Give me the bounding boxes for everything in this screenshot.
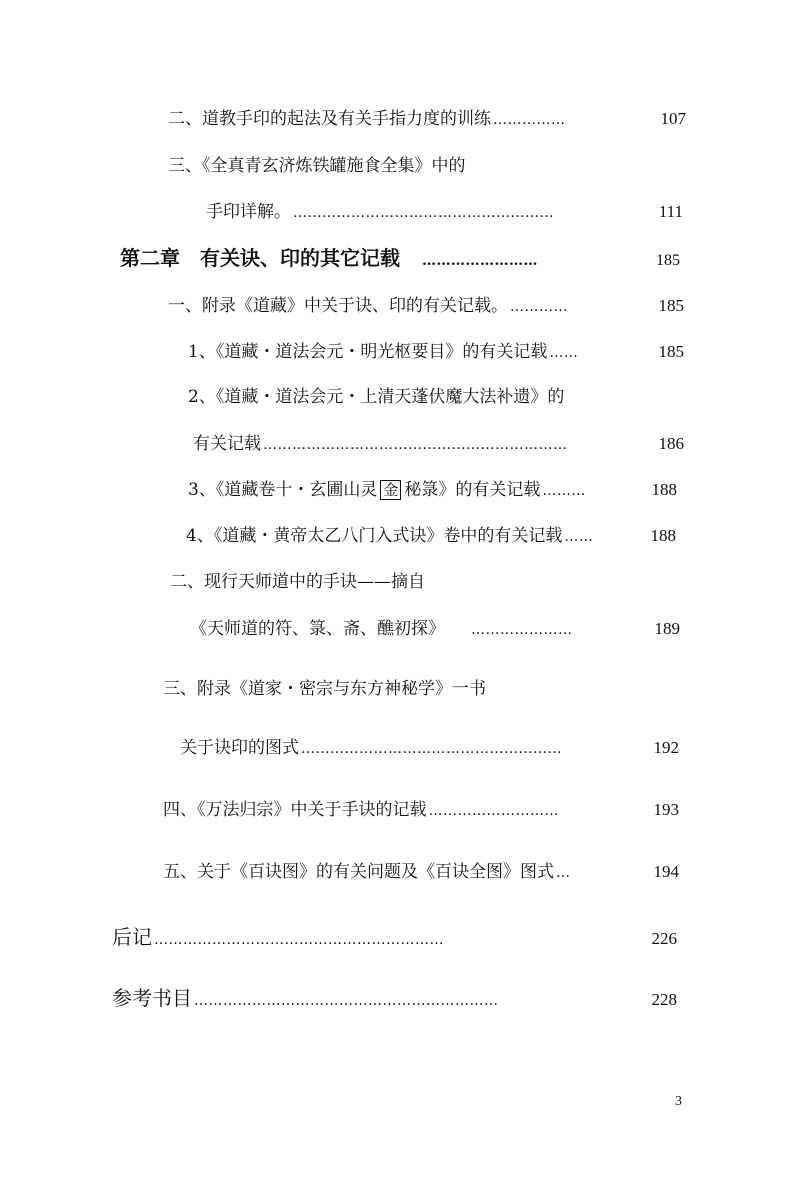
entry-page: 226 bbox=[651, 929, 677, 948]
entry-page: 107 bbox=[660, 109, 686, 128]
entry-page: 189 bbox=[654, 619, 680, 638]
page-number: 3 bbox=[675, 1094, 682, 1109]
leader-dots: …………………… bbox=[422, 253, 538, 269]
entry-page: 111 bbox=[658, 202, 683, 221]
entry-page: 185 bbox=[658, 296, 684, 315]
leader-dots: ……………………………………………………… bbox=[194, 993, 499, 1009]
toc-entry bbox=[180, 737, 679, 760]
entry-title: 2、《道藏・道法会元・上清天蓬伏魔大法补遗》的 bbox=[188, 387, 565, 407]
entry-page: 186 bbox=[658, 434, 684, 453]
leader-dots: ……………………………………………………… bbox=[263, 437, 568, 453]
toc-entry bbox=[168, 108, 686, 131]
toc-entry bbox=[163, 861, 679, 884]
entry-title: 手印详解。 bbox=[206, 202, 291, 222]
toc-entry bbox=[163, 799, 679, 822]
toc-entry bbox=[206, 201, 683, 224]
toc-entry bbox=[186, 525, 676, 548]
entry-page: 185 bbox=[658, 342, 684, 361]
toc-entry bbox=[163, 678, 486, 700]
leader-dots: ………… bbox=[510, 299, 568, 315]
entry-title: 一、附录《道藏》中关于诀、印的有关记载。 bbox=[168, 296, 508, 316]
toc-entry bbox=[168, 155, 466, 177]
leader-dots: ……………………………………………… bbox=[293, 205, 554, 221]
leader-dots: ……………………… bbox=[428, 803, 559, 819]
toc-entry bbox=[112, 985, 677, 1014]
entry-page: 194 bbox=[653, 862, 679, 881]
leader-dots: ………………… bbox=[471, 622, 573, 638]
toc-entry bbox=[188, 386, 564, 408]
entry-page: 193 bbox=[653, 800, 679, 819]
entry-page: 185 bbox=[656, 252, 680, 269]
toc-entry bbox=[188, 479, 677, 502]
entry-title: 后记 bbox=[112, 925, 152, 949]
leader-dots: …………………………………………………… bbox=[154, 932, 444, 948]
entry-title: 四、《万法归宗》中关于手诀的记载 bbox=[163, 800, 427, 820]
toc-entry bbox=[188, 341, 684, 364]
entry-title: 3、《道藏卷十・玄圃山灵 bbox=[188, 480, 378, 500]
entry-title: 《天师道的符、箓、斋、醮初探》 bbox=[190, 619, 445, 639]
entry-title: 二、现行天师道中的手诀——摘自 bbox=[170, 572, 425, 592]
toc-entry bbox=[112, 924, 677, 953]
entry-title: 三、《全真青玄济炼铁罐施食全集》中的 bbox=[168, 156, 466, 176]
chapter-heading bbox=[120, 245, 680, 274]
entry-page: 188 bbox=[650, 526, 676, 545]
entry-title: 五、关于《百诀图》的有关问题及《百诀全图》图式 bbox=[163, 862, 554, 882]
leader-dots: ……… bbox=[542, 483, 586, 499]
entry-page: 192 bbox=[653, 738, 679, 757]
entry-title: 关于诀印的图式 bbox=[180, 738, 299, 758]
entry-page: 228 bbox=[651, 990, 677, 1009]
entry-title-continued: 秘箓》的有关记载 bbox=[404, 480, 541, 500]
toc-entry bbox=[170, 571, 425, 593]
entry-title: 1、《道藏・道法会元・明光枢要目》的有关记载 bbox=[188, 342, 548, 362]
entry-title: 三、附录《道家・密宗与东方神秘学》一书 bbox=[163, 679, 486, 699]
entry-page: 188 bbox=[651, 480, 677, 499]
leader-dots: … bbox=[556, 865, 571, 881]
toc-entry bbox=[190, 618, 680, 641]
leader-dots: …… bbox=[549, 345, 579, 361]
leader-dots: …………… bbox=[493, 112, 566, 128]
entry-title: 参考书目 bbox=[112, 986, 192, 1010]
toc-entry bbox=[193, 433, 684, 456]
chapter-title: 第二章 有关诀、印的其它记载 bbox=[120, 246, 400, 270]
entry-title: 有关记载 bbox=[193, 434, 261, 454]
boxed-character: 金 bbox=[380, 480, 401, 500]
entry-title: 二、道教手印的起法及有关手指力度的训练 bbox=[168, 109, 491, 129]
entry-title: 4、《道藏・黄帝太乙八门入式诀》卷中的有关记载 bbox=[186, 526, 563, 546]
leader-dots: ……………………………………………… bbox=[301, 741, 562, 757]
toc-entry bbox=[168, 295, 684, 318]
leader-dots: …… bbox=[564, 529, 594, 545]
